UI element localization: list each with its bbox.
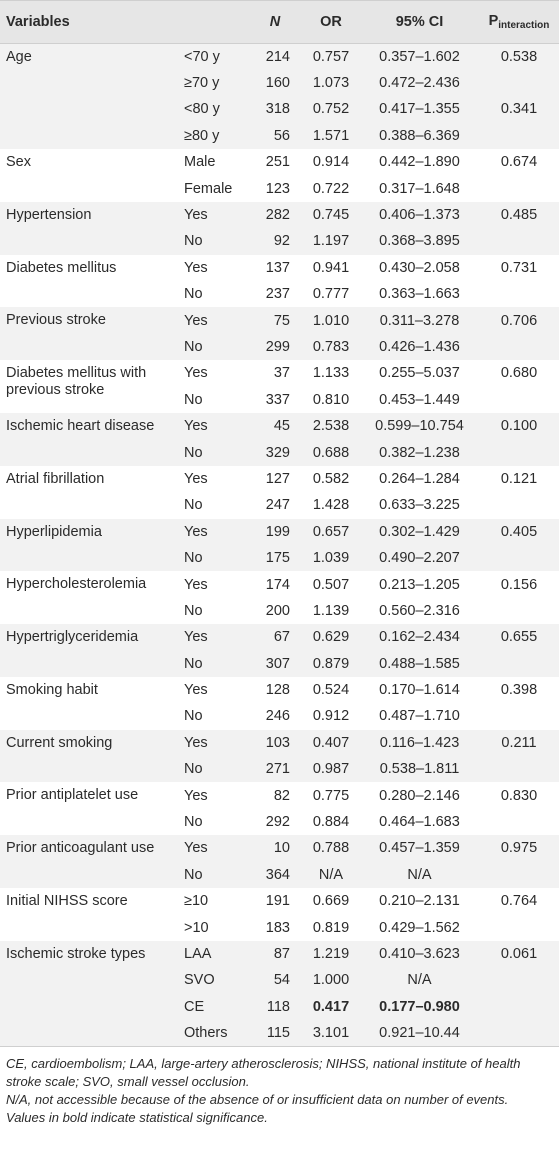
p-interaction-cell <box>473 994 559 1020</box>
variable-name-cell: Atrial fibrillation <box>6 470 105 487</box>
table-row <box>0 255 559 281</box>
ci-cell: 0.417–1.355 <box>379 101 460 118</box>
ci-cell: 0.311–3.278 <box>379 312 460 329</box>
level-cell: No <box>184 338 203 355</box>
p-interaction-cell <box>473 650 559 676</box>
level-cell: Yes <box>184 207 208 224</box>
p-interaction-cell: 0.121 <box>500 470 538 487</box>
ci-cell: 0.442–1.890 <box>379 154 460 171</box>
ci-cell: 0.921–10.44 <box>379 1025 460 1042</box>
variable-name-cell: Initial NIHSS score <box>6 893 128 909</box>
variable-name-cell: Hypertension <box>6 206 92 223</box>
level-cell: No <box>184 233 203 250</box>
ci-cell: N/A <box>407 972 432 989</box>
p-interaction-cell: 0.398 <box>500 682 538 699</box>
n-cell: 246 <box>265 708 290 725</box>
p-interaction-cell <box>473 967 559 993</box>
level-cell: Yes <box>184 840 208 857</box>
n-cell: 200 <box>265 602 290 619</box>
n-cell: 247 <box>265 497 290 514</box>
n-cell: 318 <box>265 101 290 118</box>
or-cell: 1.197 <box>312 233 350 250</box>
level-cell: No <box>184 391 203 408</box>
level-cell: Yes <box>184 682 208 699</box>
or-cell: 0.669 <box>312 893 350 910</box>
level-cell: Yes <box>184 259 208 276</box>
ci-cell: 0.255–5.037 <box>379 365 460 382</box>
variable-name-cell: Hypercholesterolemia <box>6 576 147 593</box>
p-interaction-cell <box>473 492 559 518</box>
variable-name-cell: Hyperlipidemia <box>6 523 102 540</box>
or-cell: N/A <box>318 866 344 883</box>
level-cell: <80 y <box>184 101 220 118</box>
or-cell: 0.819 <box>312 919 350 936</box>
p-interaction-cell <box>473 281 559 307</box>
table-row <box>0 149 559 175</box>
or-cell: 0.884 <box>312 814 350 831</box>
level-cell: Male <box>184 154 216 171</box>
level-cell: Yes <box>184 365 208 382</box>
header-or: OR <box>296 1 360 44</box>
n-cell: 115 <box>266 1025 290 1042</box>
level-cell: Yes <box>184 418 208 435</box>
p-interaction-cell <box>473 1020 559 1046</box>
footnote-na: N/A, not accessible because of the absence of or insufficient data on number of events. <box>6 1092 509 1108</box>
or-cell: 0.407 <box>312 734 350 751</box>
variable-name-cell: Diabetes mellitus with previous stroke <box>6 365 147 399</box>
n-cell: 337 <box>265 391 290 408</box>
or-cell: 0.752 <box>312 101 350 118</box>
or-cell: 3.101 <box>312 1025 350 1042</box>
p-interaction-cell: 0.485 <box>500 207 538 224</box>
p-interaction-cell <box>473 70 559 96</box>
header-p-interaction <box>473 1 559 44</box>
variable-name-cell: Sex <box>6 154 31 171</box>
or-cell: 0.524 <box>312 682 350 699</box>
variable-name-cell: Current smoking <box>6 734 113 751</box>
ci-cell: 0.213–1.205 <box>379 576 460 593</box>
ci-cell: 0.210–2.131 <box>379 893 460 910</box>
p-interaction-cell <box>473 439 559 465</box>
p-interaction-cell <box>473 756 559 782</box>
ci-cell: 0.457–1.359 <box>379 840 460 857</box>
ci-cell: 0.368–3.895 <box>379 233 460 250</box>
or-cell: 1.073 <box>312 75 350 92</box>
n-cell: 45 <box>273 418 290 435</box>
variable-name-cell: Age <box>6 49 32 65</box>
or-cell: 0.507 <box>312 576 350 593</box>
ci-cell: 0.633–3.225 <box>379 497 460 514</box>
p-interaction-cell <box>473 862 559 888</box>
n-cell: 127 <box>265 470 290 487</box>
table-row <box>0 360 559 386</box>
variable-name-cell: Prior antiplatelet use <box>6 787 139 804</box>
ci-cell: 0.599–10.754 <box>375 418 464 435</box>
n-cell: 67 <box>273 629 290 646</box>
level-cell: No <box>184 866 203 883</box>
table-row <box>0 44 559 70</box>
n-cell: 160 <box>265 75 290 92</box>
or-cell: 0.912 <box>312 708 350 725</box>
n-cell: 118 <box>266 998 290 1015</box>
n-cell: 251 <box>265 154 290 171</box>
table-row <box>0 624 559 650</box>
level-cell: No <box>184 655 203 672</box>
or-cell: 1.039 <box>312 550 350 567</box>
or-cell: 0.788 <box>312 840 350 857</box>
n-cell: 174 <box>265 576 290 593</box>
ci-cell: 0.430–2.058 <box>379 259 460 276</box>
table-row <box>0 941 559 967</box>
ci-cell: 0.280–2.146 <box>379 787 460 804</box>
ci-cell: 0.464–1.683 <box>379 814 460 831</box>
n-cell: 307 <box>265 655 290 672</box>
header-n: N <box>248 1 296 44</box>
ci-cell: 0.487–1.710 <box>379 708 460 725</box>
ci-cell: N/A <box>407 866 432 883</box>
level-cell: Yes <box>184 576 208 593</box>
or-cell: 0.629 <box>312 629 350 646</box>
n-cell: 54 <box>273 972 290 989</box>
n-cell: 82 <box>273 787 290 804</box>
p-interaction-cell <box>473 703 559 729</box>
n-cell: 237 <box>265 286 290 303</box>
level-cell: No <box>184 602 203 619</box>
level-cell: No <box>184 814 203 831</box>
ci-cell: 0.162–2.434 <box>379 629 460 646</box>
p-interaction-cell: 0.655 <box>500 629 538 646</box>
level-cell: Yes <box>184 523 208 540</box>
p-interaction-cell: 0.731 <box>500 259 538 276</box>
ci-cell: 0.472–2.436 <box>379 75 460 92</box>
level-cell: Yes <box>184 312 208 329</box>
ci-cell: 0.429–1.562 <box>379 919 460 936</box>
n-cell: 175 <box>265 550 290 567</box>
or-cell: 1.428 <box>312 497 350 514</box>
table-body <box>0 44 559 1047</box>
or-cell: 0.417 <box>312 998 350 1015</box>
or-cell: 0.657 <box>312 523 350 540</box>
variable-name-cell: Ischemic stroke types <box>6 945 146 962</box>
or-cell: 0.914 <box>312 154 350 171</box>
level-cell: >10 <box>184 919 209 936</box>
n-cell: 128 <box>265 682 290 699</box>
level-cell: Yes <box>184 629 208 646</box>
p-interaction-cell <box>473 123 559 149</box>
header-ci: 95% CI <box>360 1 473 44</box>
p-interaction-cell: 0.674 <box>500 154 538 171</box>
variable-name-cell: Smoking habit <box>6 681 98 698</box>
p-interaction-cell <box>473 598 559 624</box>
ci-cell: 0.382–1.238 <box>379 444 460 461</box>
level-cell: Yes <box>184 734 208 751</box>
level-cell: ≥10 <box>184 893 209 910</box>
variable-name-cell: Hypertriglyceridemia <box>6 629 139 646</box>
n-cell: 123 <box>265 180 290 197</box>
n-cell: 92 <box>273 233 290 250</box>
or-cell: 0.941 <box>312 259 350 276</box>
or-cell: 2.538 <box>312 418 350 435</box>
ci-cell: 0.490–2.207 <box>379 550 460 567</box>
table-row <box>0 888 559 914</box>
n-cell: 10 <box>273 840 290 857</box>
variable-name-cell: Previous stroke <box>6 312 106 329</box>
or-cell: 1.571 <box>312 127 350 144</box>
table-row <box>0 202 559 228</box>
ci-cell: 0.116–1.423 <box>379 734 460 751</box>
header-variables: Variables <box>0 1 178 44</box>
p-interaction-cell <box>473 175 559 201</box>
ci-cell: 0.410–3.623 <box>379 945 460 962</box>
or-cell: 0.745 <box>312 207 350 224</box>
or-cell: 1.000 <box>312 972 350 989</box>
level-cell: No <box>184 708 203 725</box>
p-interaction-cell <box>473 809 559 835</box>
p-interaction-cell: 0.706 <box>500 312 538 329</box>
ci-cell: 0.388–6.369 <box>379 127 460 144</box>
ci-cell: 0.488–1.585 <box>379 655 460 672</box>
ci-cell: 0.177–0.980 <box>379 998 460 1015</box>
p-interaction-cell: 0.100 <box>500 418 538 435</box>
or-cell: 0.987 <box>312 761 350 778</box>
level-cell: LAA <box>184 945 212 962</box>
level-cell: Yes <box>184 787 208 804</box>
or-cell: 1.010 <box>312 312 350 329</box>
n-cell: 271 <box>265 761 290 778</box>
or-cell: 0.783 <box>312 338 350 355</box>
ci-cell: 0.264–1.284 <box>379 470 460 487</box>
table-row <box>0 466 559 492</box>
n-cell: 37 <box>273 365 290 382</box>
table-footnotes <box>0 1046 559 1127</box>
p-interaction-cell <box>473 228 559 254</box>
p-interaction-cell: 0.538 <box>500 48 538 65</box>
or-cell: 0.757 <box>312 48 350 65</box>
header-p-subscript: interaction <box>498 20 550 31</box>
level-cell: ≥80 y <box>184 127 220 144</box>
n-cell: 199 <box>265 523 290 540</box>
p-interaction-cell <box>473 387 559 413</box>
table-row <box>0 677 559 703</box>
n-cell: 329 <box>265 444 290 461</box>
table-row <box>0 307 559 333</box>
table-header-row <box>0 1 559 44</box>
variable-name-cell: Ischemic heart disease <box>6 417 155 434</box>
header-level <box>178 1 248 44</box>
ci-cell: 0.560–2.316 <box>379 602 460 619</box>
or-cell: 0.879 <box>312 655 350 672</box>
level-cell: SVO <box>184 972 215 989</box>
ci-cell: 0.302–1.429 <box>379 523 460 540</box>
level-cell: No <box>184 444 203 461</box>
ci-cell: 0.357–1.602 <box>379 48 460 65</box>
p-interaction-cell: 0.830 <box>500 787 538 804</box>
or-cell: 0.777 <box>312 286 350 303</box>
ci-cell: 0.170–1.614 <box>379 682 460 699</box>
p-interaction-cell: 0.764 <box>500 893 538 910</box>
ci-cell: 0.363–1.663 <box>379 286 460 303</box>
n-cell: 299 <box>265 338 290 355</box>
n-cell: 292 <box>265 814 290 831</box>
level-cell: Others <box>184 1025 228 1042</box>
or-cell: 0.775 <box>312 787 350 804</box>
p-interaction-cell <box>473 334 559 360</box>
n-cell: 191 <box>265 893 290 910</box>
or-cell: 0.582 <box>312 470 350 487</box>
n-cell: 103 <box>265 734 290 751</box>
n-cell: 75 <box>273 312 290 329</box>
header-p: P <box>488 13 499 29</box>
level-cell: No <box>184 550 203 567</box>
p-interaction-cell: 0.156 <box>500 576 538 593</box>
table-row <box>0 519 559 545</box>
level-cell: No <box>184 761 203 778</box>
p-interaction-cell: 0.975 <box>500 840 538 857</box>
p-interaction-cell: 0.680 <box>500 365 538 382</box>
ci-cell: 0.317–1.648 <box>379 180 460 197</box>
table-row <box>0 413 559 439</box>
level-cell: CE <box>184 998 205 1015</box>
level-cell: No <box>184 497 203 514</box>
or-cell: 0.810 <box>312 391 350 408</box>
or-cell: 0.688 <box>312 444 350 461</box>
n-cell: 137 <box>265 259 290 276</box>
level-cell: Female <box>184 180 233 197</box>
n-cell: 183 <box>265 919 290 936</box>
p-interaction-cell: 0.061 <box>500 945 538 962</box>
table-row <box>0 571 559 597</box>
level-cell: <70 y <box>184 48 220 65</box>
p-interaction-cell: 0.211 <box>501 734 537 751</box>
or-cell: 1.139 <box>312 602 350 619</box>
or-cell: 1.133 <box>312 365 350 382</box>
footnote-bold: Values in bold indicate statistical significance. <box>6 1110 268 1126</box>
variable-name-cell: Prior anticoagulant use <box>6 840 155 857</box>
n-cell: 364 <box>265 866 290 883</box>
n-cell: 282 <box>265 207 290 224</box>
p-interaction-cell <box>473 914 559 940</box>
level-cell: No <box>184 286 203 303</box>
ci-cell: 0.426–1.436 <box>379 338 460 355</box>
n-cell: 87 <box>273 945 290 962</box>
or-cell: 0.722 <box>312 180 350 197</box>
table-row <box>0 782 559 808</box>
level-cell: ≥70 y <box>184 75 220 92</box>
p-interaction-cell: 0.405 <box>500 523 538 540</box>
footnote-abbreviations: CE, cardioembolism; LAA, large-artery atherosclerosis; NIHSS, national institute of health stroke scale; SVO, small vessel occlusion. <box>6 1056 521 1090</box>
n-cell: 214 <box>265 48 290 65</box>
table-row <box>0 730 559 756</box>
ci-cell: 0.453–1.449 <box>379 391 460 408</box>
table-row <box>0 835 559 861</box>
p-interaction-cell <box>473 545 559 571</box>
variable-name-cell: Diabetes mellitus <box>6 259 117 276</box>
level-cell: Yes <box>184 470 208 487</box>
or-cell: 1.219 <box>312 945 350 962</box>
ci-cell: 0.538–1.811 <box>379 761 460 778</box>
n-cell: 56 <box>273 127 290 144</box>
p-interaction-cell: 0.341 <box>500 101 538 118</box>
ci-cell: 0.406–1.373 <box>379 207 460 224</box>
